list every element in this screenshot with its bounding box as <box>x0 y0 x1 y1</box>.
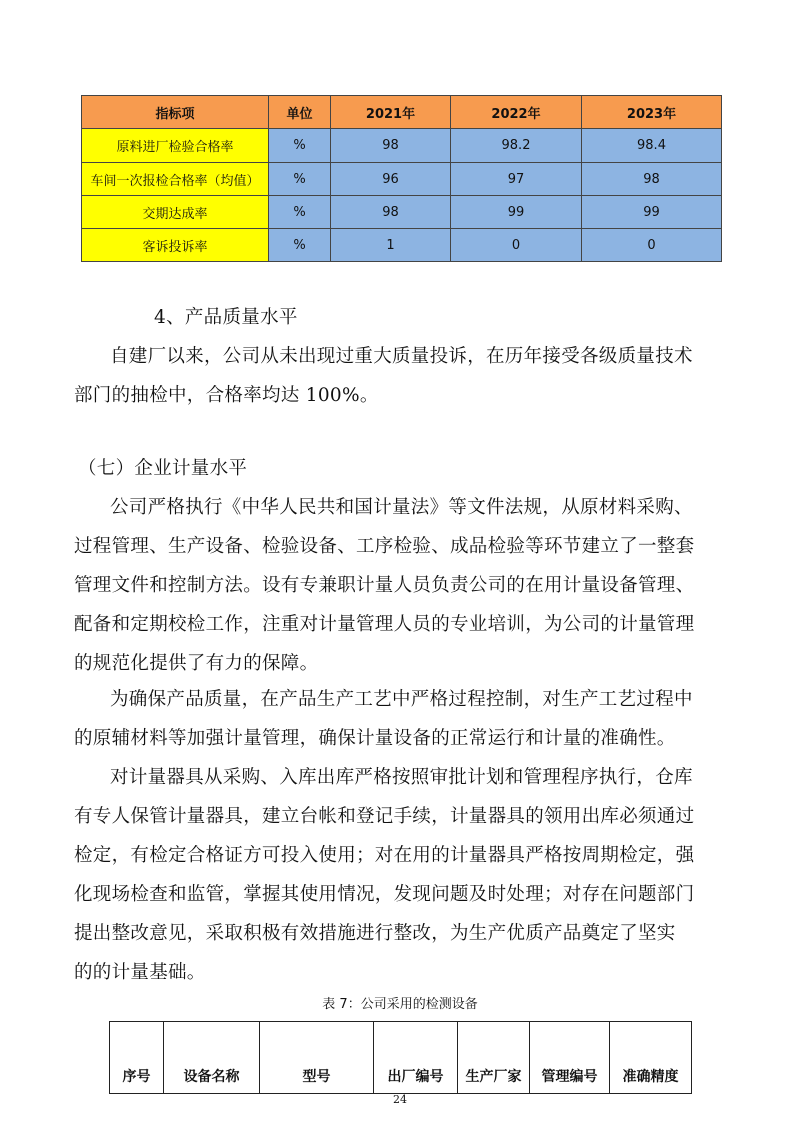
equipment-table <box>109 1021 692 1094</box>
value-cell: 99 <box>582 196 722 229</box>
value-cell: 97 <box>451 163 582 196</box>
paragraph-line: 的的计量基础。 <box>74 962 206 983</box>
page-number: 24 <box>393 1093 407 1106</box>
paragraph-line: 提出整改意见，采取积极有效措施进行整改，为生产优质产品奠定了坚实 <box>74 923 676 944</box>
paragraph-line: 对计量器具从采购、入库出库严格按照审批计划和管理程序执行，仓库 <box>110 767 693 788</box>
header-cell: 2022年 <box>451 96 582 129</box>
header-cell: 型号 <box>260 1022 374 1094</box>
paragraph-line: 的原辅材料等加强计量管理，确保计量设备的正常运行和计量的准确性。 <box>74 728 676 749</box>
section-7-paragraph-3 <box>74 758 724 992</box>
heading-text: （七）企业计量水平 <box>78 458 248 479</box>
indicator-cell: 车间一次报检合格率（均值） <box>82 163 269 196</box>
header-cell: 2021年 <box>331 96 451 129</box>
table-row <box>82 129 722 163</box>
header-cell: 2023年 <box>582 96 722 129</box>
section-7-paragraph-1 <box>74 488 724 683</box>
table-row <box>82 163 722 196</box>
unit-cell: % <box>269 129 331 163</box>
paragraph-line: 的规范化提供了有力的保障。 <box>74 653 319 674</box>
header-cell: 出厂编号 <box>374 1022 458 1094</box>
table-caption: 表 7：公司采用的检测设备 <box>322 997 478 1012</box>
paragraph-line: 为确保产品质量，在产品生产工艺中严格过程控制，对生产工艺过程中 <box>110 689 693 710</box>
unit-cell: % <box>269 196 331 229</box>
paragraph-line: 配备和定期校检工作，注重对计量管理人员的专业培训，为公司的计量管理 <box>74 614 695 635</box>
indicator-cell: 客诉投诉率 <box>82 229 269 262</box>
indicator-cell: 原料进厂检验合格率 <box>82 129 269 163</box>
header-cell: 设备名称 <box>164 1022 260 1094</box>
table-header-row <box>82 96 722 129</box>
value-cell: 0 <box>582 229 722 262</box>
value-cell: 98 <box>582 163 722 196</box>
header-cell: 准确精度 <box>610 1022 692 1094</box>
section-7-paragraph-2 <box>74 680 724 758</box>
paragraph-line: 检定，有检定合格证方可投入使用；对在用的计量器具严格按周期检定，强 <box>74 845 695 866</box>
header-cell: 序号 <box>110 1022 164 1094</box>
value-cell: 1 <box>331 229 451 262</box>
table-header-row <box>110 1022 692 1094</box>
section-4-paragraph <box>74 337 724 415</box>
paragraph-line: 公司严格执行《中华人民共和国计量法》等文件法规，从原材料采购、 <box>110 497 693 518</box>
header-cell: 管理编号 <box>530 1022 610 1094</box>
value-cell: 98.2 <box>451 129 582 163</box>
paragraph-line: 有专人保管计量器具，建立台帐和登记手续，计量器具的领用出库必须通过 <box>74 806 695 827</box>
paragraph-line: 过程管理、生产设备、检验设备、工序检验、成品检验等环节建立了一整套 <box>74 536 695 557</box>
paragraph-line: 化现场检查和监管，掌握其使用情况，发现问题及时处理；对存在问题部门 <box>74 884 695 905</box>
value-cell: 98 <box>331 129 451 163</box>
value-cell: 98.4 <box>582 129 722 163</box>
heading-text: 4、产品质量水平 <box>154 307 298 328</box>
unit-cell: % <box>269 163 331 196</box>
paragraph-line: 部门的抽检中，合格率均达 100%。 <box>74 385 379 406</box>
indicator-cell: 交期达成率 <box>82 196 269 229</box>
table-row <box>82 196 722 229</box>
unit-cell: % <box>269 229 331 262</box>
value-cell: 0 <box>451 229 582 262</box>
value-cell: 99 <box>451 196 582 229</box>
header-cell: 单位 <box>269 96 331 129</box>
table-row <box>82 229 722 262</box>
section-4-heading <box>74 298 724 337</box>
section-7-heading <box>74 449 724 488</box>
header-cell: 指标项 <box>82 96 269 129</box>
value-cell: 98 <box>331 196 451 229</box>
quality-indicators-table <box>81 95 722 262</box>
paragraph-line: 自建厂以来，公司从未出现过重大质量投诉，在历年接受各级质量技术 <box>110 346 693 367</box>
value-cell: 96 <box>331 163 451 196</box>
paragraph-line: 管理文件和控制方法。设有专兼职计量人员负责公司的在用计量设备管理、 <box>74 575 695 596</box>
header-cell: 生产厂家 <box>458 1022 530 1094</box>
